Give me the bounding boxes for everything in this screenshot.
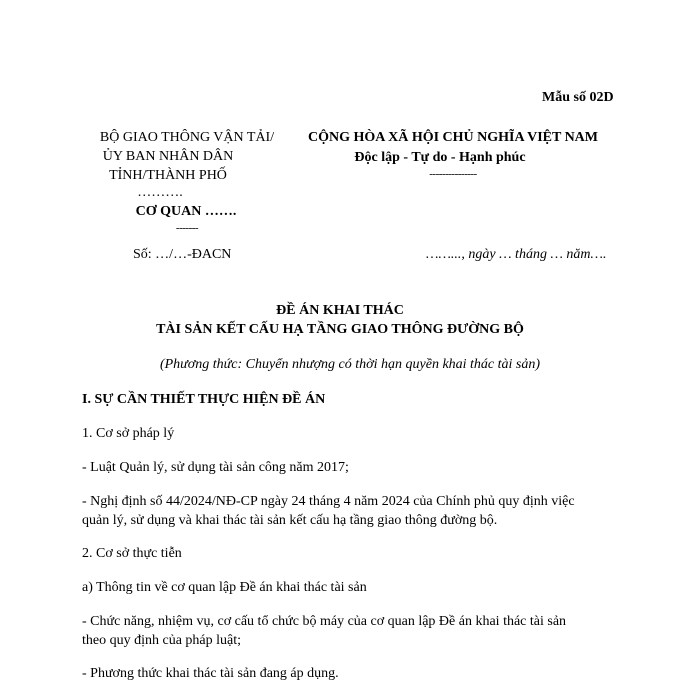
left-divider: ------- xyxy=(175,222,199,234)
item2a-paragraph1-line2: theo quy định của pháp luật; xyxy=(82,633,242,648)
ministry-line2: ỦY BAN NHÂN DÂN xyxy=(102,149,234,164)
national-motto: Độc lập - Tự do - Hạnh phúc xyxy=(354,150,526,165)
section1-heading: I. SỰ CẦN THIẾT THỰC HIỆN ĐỀ ÁN xyxy=(82,392,326,407)
item2-heading: 2. Cơ sở thực tiễn xyxy=(82,546,182,561)
ministry-line1: BỘ GIAO THÔNG VẬN TẢI/ xyxy=(99,130,275,145)
item1-paragraph1: - Luật Quản lý, sử dụng tài sản công năm 2017; xyxy=(82,460,349,475)
form-code: Mẫu số 02D xyxy=(542,90,614,105)
item1-paragraph2-line2: quản lý, sử dụng và khai thác tài sản kết cấu hạ tầng giao thông đường bộ. xyxy=(82,513,498,528)
date-line: ……..., ngày … tháng … năm…. xyxy=(426,247,607,262)
title-line1: ĐỀ ÁN KHAI THÁC xyxy=(276,303,404,318)
item2a-paragraph2: - Phương thức khai thác tài sản đang áp dụng. xyxy=(82,666,339,681)
document-number: Số: …/…-ĐACN xyxy=(133,247,232,262)
national-title: CỘNG HÒA XÃ HỘI CHỦ NGHĨA VIỆT NAM xyxy=(307,130,599,145)
ministry-line3: TỈNH/THÀNH PHỐ xyxy=(109,168,227,183)
ministry-line4: ………. xyxy=(137,185,183,200)
title-line2: TÀI SẢN KẾT CẤU HẠ TẦNG GIAO THÔNG ĐƯỜNG BỘ xyxy=(156,322,524,337)
item2a-paragraph1-line1: - Chức năng, nhiệm vụ, cơ cấu tổ chức bộ máy của cơ quan lập Đề án khai thác tài sản xyxy=(82,614,567,629)
agency-name: CƠ QUAN ……. xyxy=(135,204,237,219)
item1-heading: 1. Cơ sở pháp lý xyxy=(82,426,175,441)
item2a-heading: a) Thông tin về cơ quan lập Đề án khai thác tài sản xyxy=(82,580,367,595)
right-divider: --------------- xyxy=(429,168,477,180)
item1-paragraph2-line1: - Nghị định số 44/2024/NĐ-CP ngày 24 tháng 4 năm 2024 của Chính phủ quy định việc xyxy=(82,494,575,509)
title-method: (Phương thức: Chuyển nhượng có thời hạn quyền khai thác tài sản) xyxy=(159,357,541,372)
